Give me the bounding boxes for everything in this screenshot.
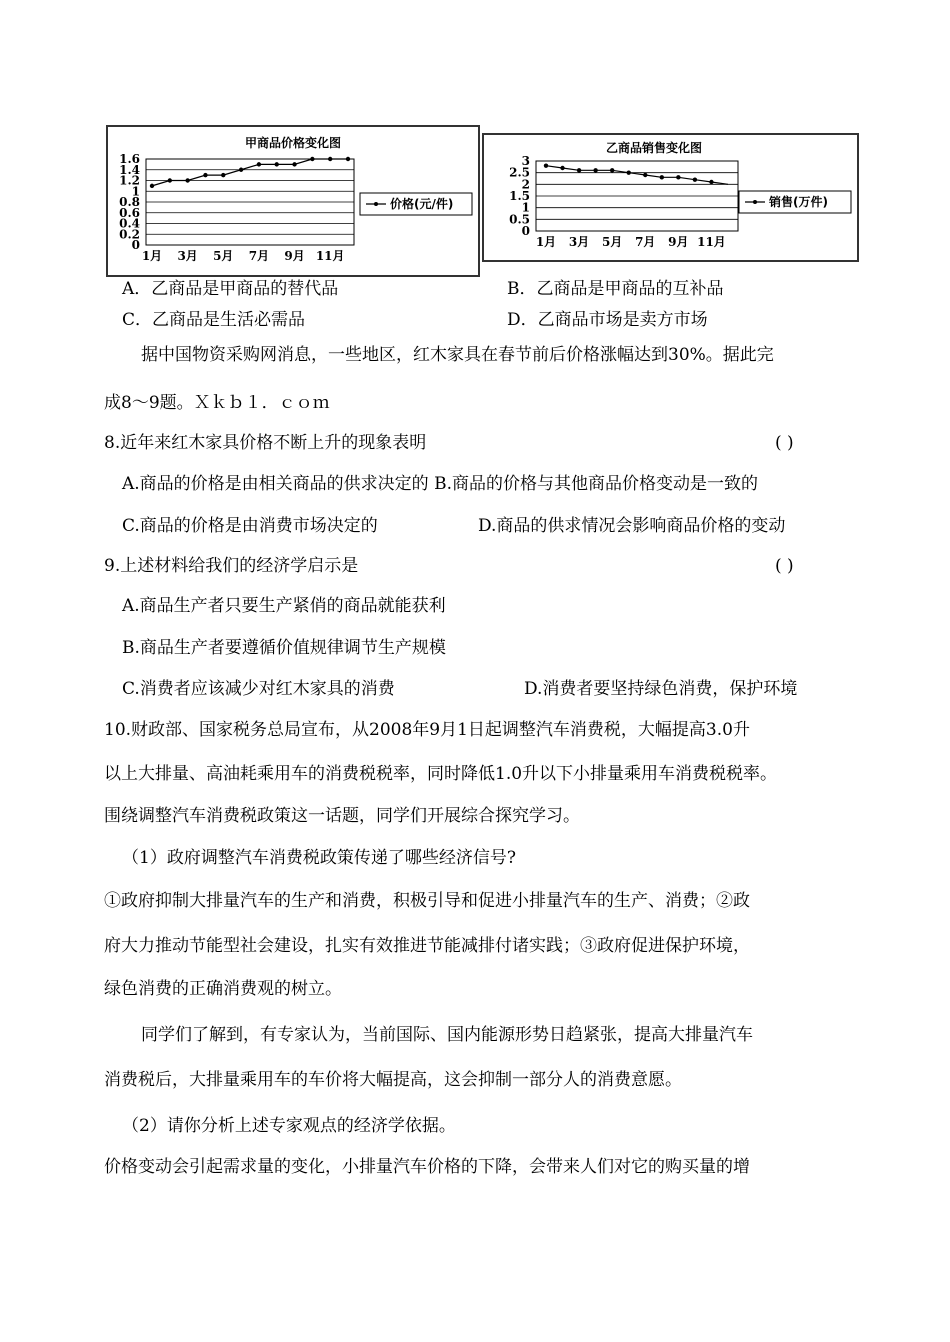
text-line-11: A.商品生产者只要生产紧俏的商品就能获利	[122, 596, 446, 616]
b-y-tick-label: 0	[521, 224, 530, 238]
a-x-tick-label: 3月	[177, 249, 198, 263]
text-line-17: 围绕调整汽车消费税政策这一话题，同学们开展综合探究学习。	[104, 806, 580, 826]
a-y-tick-label: 1.2	[119, 173, 140, 188]
b-data-point	[709, 180, 713, 184]
text-line-19: ①政府抑制大排量汽车的生产和消费，积极引导和促进小排量汽车的生产、消费；②政	[104, 891, 750, 911]
a-y-tick-label: 0.8	[119, 195, 140, 209]
text-line-6: 8.近年来红木家具价格不断上升的现象表明	[104, 433, 427, 453]
answer-blank-q8[interactable]: ( )	[775, 433, 794, 453]
chart-b-series	[544, 163, 728, 184]
text-line-4: 据中国物资采购网消息，一些地区，红木家具在春节前后价格涨幅达到30%。据此完	[141, 345, 774, 365]
b-x-tick-label: 1月	[535, 235, 557, 249]
a-y-tick-label: 0.6	[119, 205, 140, 220]
b-data-point	[643, 173, 647, 177]
a-data-point	[346, 157, 350, 161]
b-series-line	[546, 166, 728, 185]
chart-a-legend	[360, 193, 472, 215]
a-data-point	[239, 168, 243, 172]
a-y-tick-label: 0.2	[119, 227, 140, 242]
chart-b-x-ticks	[536, 235, 726, 249]
a-data-point	[185, 178, 189, 182]
b-data-point	[593, 168, 597, 172]
chart-a-grid	[146, 159, 354, 245]
a-y-tick-label: 1.4	[119, 162, 140, 177]
text-line-8: C.商品的价格是由消费市场决定的	[122, 516, 378, 536]
a-data-point	[221, 173, 225, 177]
a-y-tick-label: 1.6	[119, 152, 140, 166]
text-line-16: 以上大排量、高油耗乘用车的消费税税率，同时降低1.0升以下小排量乘用车消费税税率。	[104, 764, 778, 784]
a-y-tick-label: 1	[131, 184, 140, 199]
text-line-20: 府大力推动节能型社会建设，扎实有效推进节能减排付诸实践；③政府促进保护环境，	[104, 936, 750, 956]
text-line-2: C．乙商品是生活必需品	[122, 310, 306, 330]
chart-b-title: 乙商品销售变化图	[605, 141, 703, 155]
b-x-tick-label: 3月	[568, 235, 590, 249]
a-series-line	[152, 159, 348, 186]
text-line-7: A.商品的价格是由相关商品的供求决定的 B.商品的价格与其他商品价格变动是一致的	[122, 474, 758, 494]
text-line-3: D．乙商品市场是卖方市场	[507, 310, 708, 330]
chart-price-a	[106, 125, 480, 277]
a-data-point	[292, 162, 296, 166]
b-data-point	[560, 166, 564, 170]
b-data-point	[660, 175, 664, 179]
text-line-5: 成8～9题。Ｘｋｂ１．ｃｏｍ	[104, 393, 330, 413]
answer-blank-q9[interactable]: ( )	[775, 556, 794, 576]
a-x-tick-label: 9月	[284, 249, 305, 263]
chart-b-legend	[739, 191, 851, 213]
a-data-point	[168, 178, 172, 182]
b-x-tick-label: 9月	[668, 235, 689, 249]
text-line-0: A．乙商品是甲商品的替代品	[122, 279, 339, 299]
a-x-tick-label: 7月	[248, 249, 270, 263]
chart-a-series	[150, 157, 350, 188]
chart-sales-b	[482, 133, 859, 262]
text-line-10: 9.上述材料给我们的经济学启示是	[104, 556, 359, 576]
text-line-13: C.消费者应该减少对红木家具的消费	[122, 679, 395, 699]
chart-b-grid	[536, 161, 738, 231]
a-data-point	[257, 162, 261, 166]
text-line-24: （2）请你分析上述专家观点的经济学依据。	[122, 1116, 456, 1136]
a-data-point	[310, 157, 314, 161]
a-data-point	[328, 157, 332, 161]
a-x-tick-label: 1月	[141, 249, 163, 263]
text-line-14: D.消费者要坚持绿色消费，保护环境	[524, 679, 798, 699]
b-data-point	[544, 163, 548, 167]
b-y-tick-label: 3	[521, 154, 530, 168]
b-x-tick-label: 11月	[697, 235, 726, 249]
a-data-point	[275, 162, 279, 166]
b-y-tick-label: 2	[521, 177, 530, 192]
b-y-tick-label: 1.5	[509, 189, 530, 203]
a-y-tick-label: 0	[131, 238, 140, 252]
text-line-21: 绿色消费的正确消费观的树立。	[104, 979, 342, 999]
text-line-1: B．乙商品是甲商品的互补品	[507, 279, 724, 299]
a-x-tick-label: 11月	[315, 249, 345, 263]
text-line-9: D.商品的供求情况会影响商品价格的变动	[478, 516, 786, 536]
text-line-18: （1）政府调整汽车消费税政策传递了哪些经济信号?	[122, 848, 516, 868]
a-data-point	[150, 184, 154, 188]
b-x-tick-label: 5月	[602, 235, 623, 249]
b-y-tick-label: 0.5	[509, 212, 530, 227]
a-y-tick-label: 0.4	[119, 216, 140, 231]
b-data-point	[693, 177, 697, 181]
b-y-tick-label: 1	[521, 200, 530, 215]
chart-a-title: 甲商品价格变化图	[244, 136, 342, 150]
text-line-15: 10.财政部、国家税务总局宣布，从2008年9月1日起调整汽车消费税，大幅提高3.0升	[104, 720, 750, 740]
a-x-tick-label: 5月	[213, 249, 234, 263]
chart-a-y-ticks	[119, 152, 140, 252]
b-y-tick-label: 2.5	[509, 165, 530, 180]
chart-b-svg	[484, 135, 857, 260]
chart-a-x-ticks	[142, 249, 345, 263]
b-data-point	[676, 175, 680, 179]
text-line-23: 消费税后，大排量乘用车的车价将大幅提高，这会抑制一部分人的消费意愿。	[104, 1070, 682, 1090]
chart-b-legend-label: 销售(万件)	[769, 195, 828, 209]
chart-a-svg	[108, 127, 478, 275]
text-line-25: 价格变动会引起需求量的变化，小排量汽车价格的下降，会带来人们对它的购买量的增	[104, 1157, 750, 1177]
b-x-tick-label: 7月	[635, 235, 656, 249]
a-data-point	[203, 173, 207, 177]
b-data-point	[627, 170, 631, 174]
text-line-22: 同学们了解到，有专家认为，当前国际、国内能源形势日趋紧张，提高大排量汽车	[141, 1025, 753, 1045]
b-data-point	[610, 168, 614, 172]
b-data-point	[577, 168, 581, 172]
chart-a-legend-label: 价格(元/件)	[390, 197, 454, 211]
text-line-12: B.商品生产者要遵循价值规律调节生产规模	[122, 638, 446, 658]
chart-b-y-ticks	[509, 154, 530, 238]
